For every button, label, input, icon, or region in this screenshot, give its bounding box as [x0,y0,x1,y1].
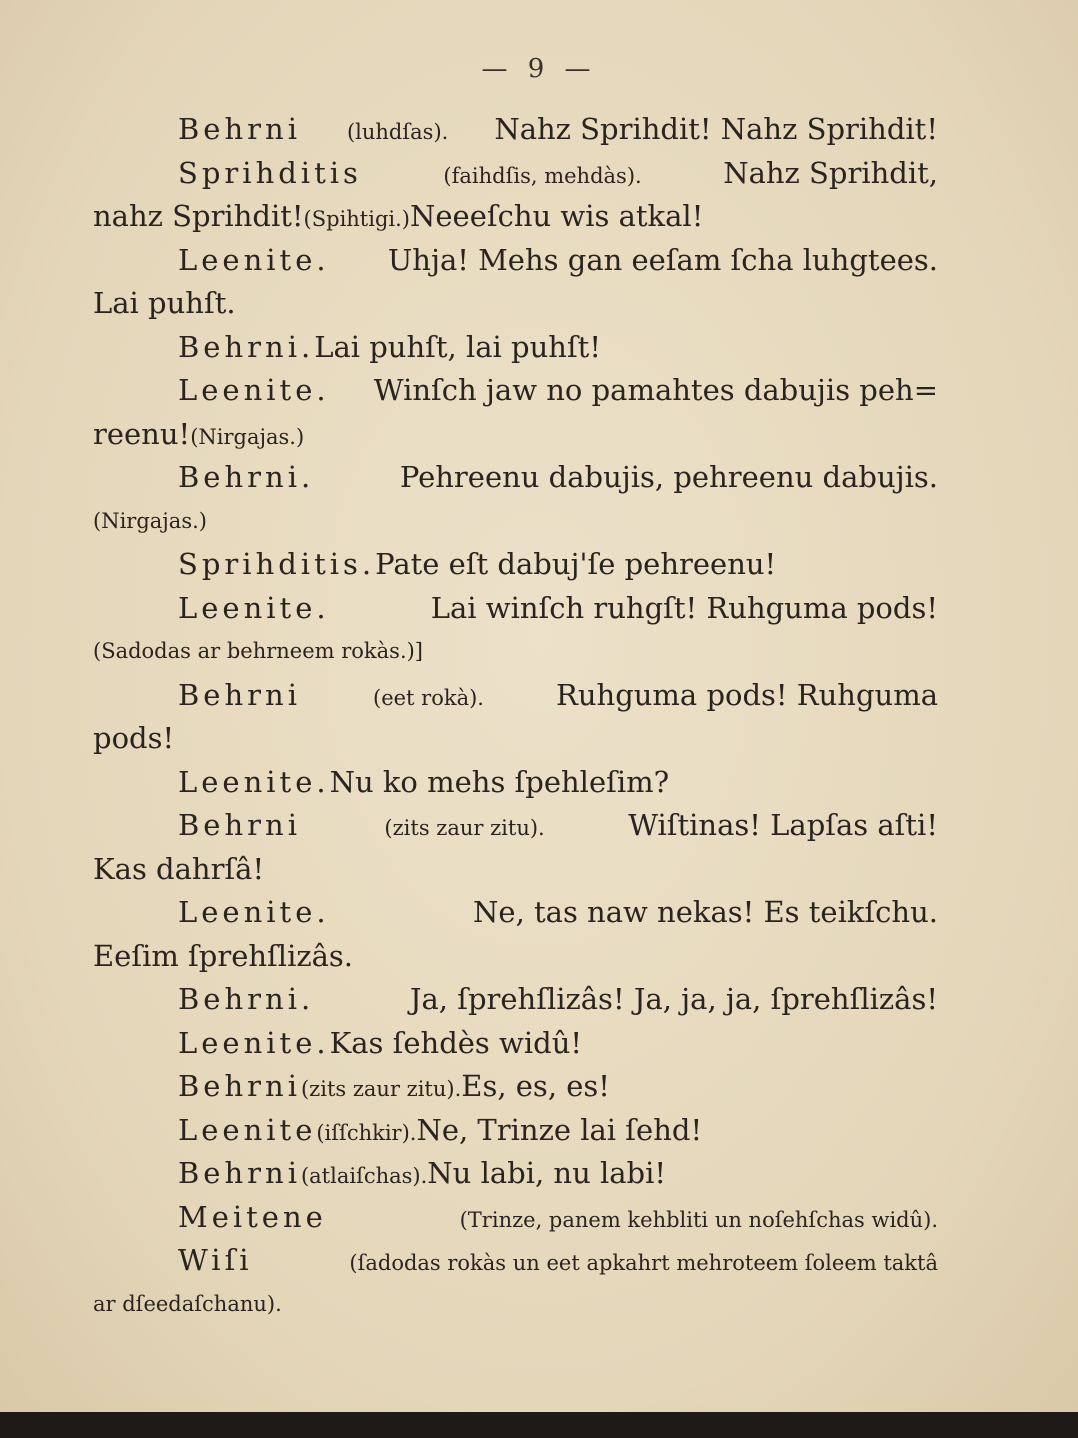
speaker-name: Behrni. [178,460,315,494]
speaker-name: Sprihditis. [178,547,376,581]
text-line [93,978,938,1022]
text-line [93,848,938,892]
speaker-name: Behrni [178,677,301,712]
dialogue-text: Lai puhſt. [93,286,236,320]
scan-bottom-edge [0,1412,1078,1438]
dialogue-text: Kas dahrſâ! [93,851,265,886]
stage-direction: (Trinze, panem kehbliti un noſehſchas widû). [459,1207,938,1232]
dialogue-text: reenu! [93,416,191,451]
speaker-name: Behrni. [178,329,315,364]
speaker-name: Leenite. [178,1025,330,1060]
speaker-name: Leenite. [178,242,330,277]
dialogue-text: Pehreenu dabujis, pehreenu dabujis. [399,460,938,494]
stage-direction: (Nirgajas.) [93,508,207,533]
text-line [93,456,938,500]
speaker-name: Wiſi [178,1243,253,1277]
dialogue-text: Ja, ſprehſlizâs! Ja, ja, ja, ſprehſlizâs! [409,982,938,1016]
stage-direction: (zits zaur zitu). [300,1077,462,1101]
text-line [93,413,938,457]
speaker-name: Leenite. [178,764,330,799]
text-line [93,326,938,370]
dialogue-text: Pate eſt dabuj'ſe pehreenu! [375,547,777,581]
dialogue-text: Nu ko mehs ſpehleſim? [329,764,670,799]
text-line [93,587,938,631]
speaker-name: Meitene [178,1199,327,1234]
dialogue-text: Kas ſehdès widû! [329,1025,583,1060]
text-line [93,1109,938,1153]
speaker-name: Sprihditis [178,155,362,190]
stage-direction: (luhdſas). [346,120,449,144]
stage-direction: (atlaiſchas). [300,1164,428,1188]
text-line [93,1283,938,1327]
dialogue-text: Lai puhſt, lai puhſt! [314,329,601,364]
stage-direction: (faihdſis, mehdàs). [443,163,642,188]
stage-direction: (Nirgajas.) [190,424,305,449]
dialogue-text: Ne, tas naw nekas! Es teikſchu. [473,895,938,929]
page-text [93,108,938,1326]
dialogue-text: Winſch jaw no pamahtes dabujis peh= [373,373,938,407]
dialogue-text: Nahz Sprihdit, [723,155,938,190]
text-line [93,935,938,979]
dialogue-text: Neeeſchu wis atkal! [410,199,704,233]
stage-direction: ar dſeedaſchanu). [93,1291,282,1316]
dialogue-text: nahz Sprihdit! [93,199,304,233]
dialogue-text: Nu labi, nu labi! [427,1156,667,1190]
text-line [93,630,938,674]
dialogue-text: Lai winſch ruhgſt! Ruhguma pods! [430,590,938,625]
dialogue-text: Wiſtinas! Lapſas aſti! [628,808,938,842]
stage-direction: (zits zaur zitu). [384,816,545,840]
dialogue-text: Ruhguma pods! Ruhguma [556,677,938,712]
page-number: — 9 — [481,54,597,84]
text-line [93,543,938,587]
text-line [93,891,938,935]
dialogue-text: Ne, Trinze lai ſehd! [416,1112,703,1147]
text-line [93,369,938,413]
text-line [93,1065,938,1109]
text-line [93,674,938,718]
speaker-name: Behrni [178,1156,301,1190]
stage-direction: (Sadodas ar behrneem rokàs.)] [93,639,424,663]
speaker-name: Leenite. [178,590,330,625]
speaker-name: Behrni [178,808,301,842]
text-line [93,282,938,326]
speaker-name: Behrni [178,112,301,146]
text-line [93,195,938,239]
text-line [93,761,938,805]
text-line [93,1196,938,1240]
text-line [93,152,938,196]
text-line [93,717,938,761]
dialogue-text: Nahz Sprihdit! Nahz Sprihdit! [494,112,938,146]
dialogue-text: Eeſim ſprehſlizâs. [93,938,354,973]
stage-direction: (eet rokà). [373,685,484,710]
text-line [93,1022,938,1066]
stage-direction: (iſſchkir). [316,1120,417,1145]
text-line [93,500,938,544]
speaker-name: Behrni [178,1069,301,1103]
speaker-name: Behrni. [178,982,315,1016]
stage-direction: (Spihtigi.) [303,207,410,231]
text-line [93,804,938,848]
dialogue-text: Uhja! Mehs gan eeſam ſcha luhgtees. [387,242,938,277]
text-line [93,1239,938,1283]
text-line [93,108,938,152]
speaker-name: Leenite. [178,373,330,407]
dialogue-text: pods! [93,721,175,755]
speaker-name: Leenite [178,1112,317,1147]
text-line [93,239,938,283]
dialogue-text: Es, es, es! [461,1069,610,1103]
speaker-name: Leenite. [178,895,330,929]
stage-direction: (ſadodas rokàs un eet apkahrt mehroteem ſoleem taktâ [349,1251,938,1275]
text-line [93,1152,938,1196]
